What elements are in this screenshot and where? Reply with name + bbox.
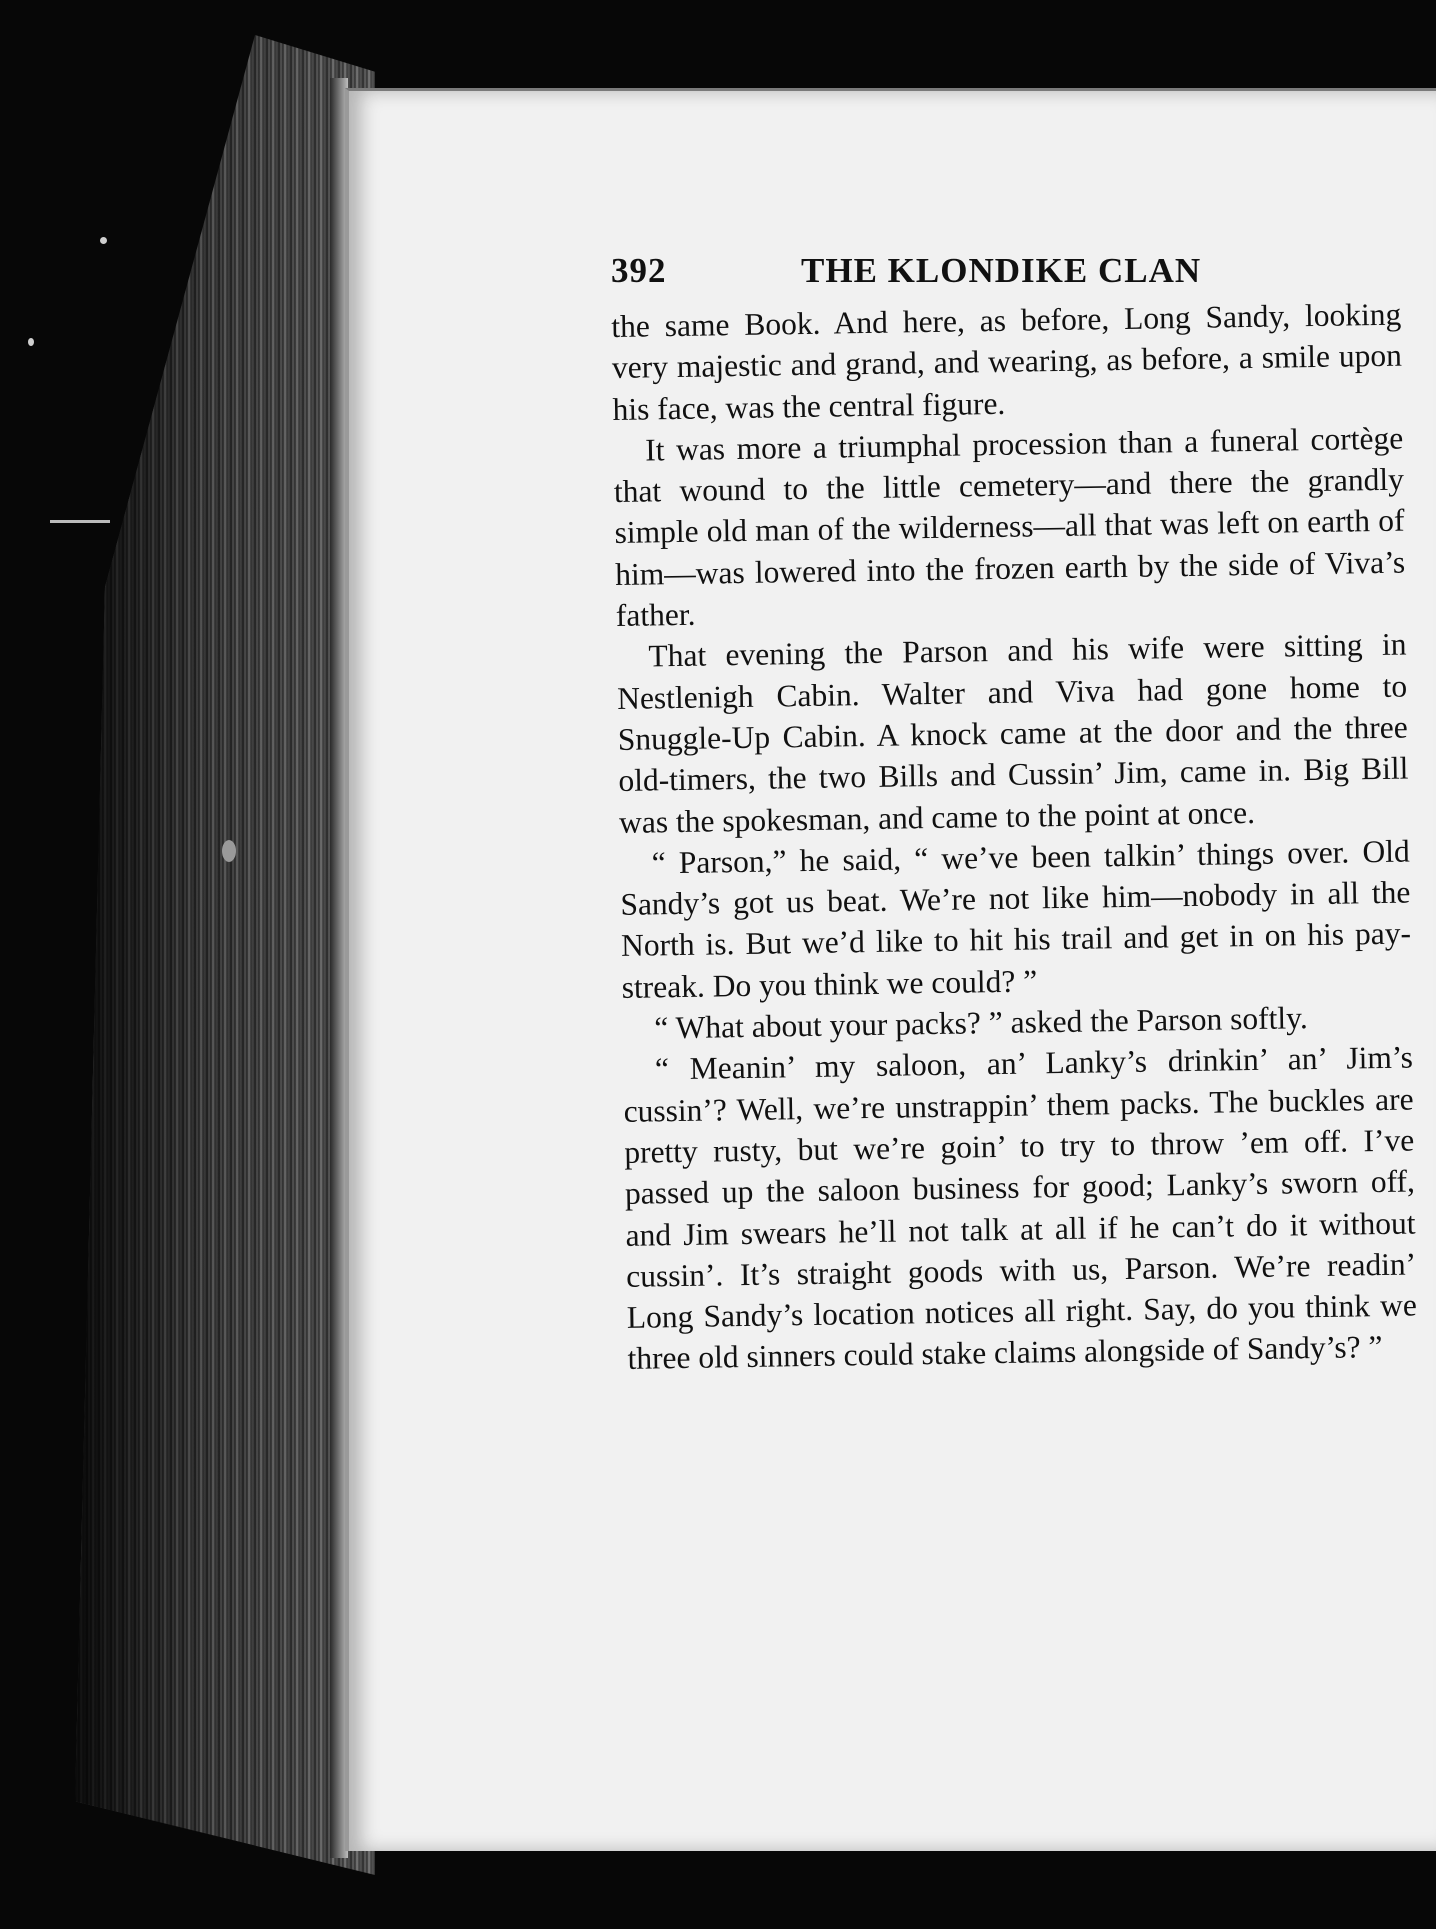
scratch-mark <box>50 520 110 523</box>
running-head: THE KLONDIKE CLAN <box>801 251 1202 290</box>
book-page <box>345 88 1436 1851</box>
dust-speck <box>222 840 236 862</box>
paragraph: “ Meanin’ my saloon, an’ Lanky’s drinkin’ an’ Jim’s cussin’? Well, we’re unstrappin’ them packs. The buckles are pretty rusty, but we’re goin’ to try to throw ’em off. I’ve passed up the saloon business for good; Lanky’s sworn off, and Jim swears he’ll not talk at all if he can’t do it without cussin’. It’s straight goods with us, Parson. We’re readin’ Long Sandy’s location notices all right. Say, do you think we three old sinners could stake claims alongside of Sandy’s? ” <box>623 1039 1418 1377</box>
paragraph: “ Parson,” he said, “ we’ve been talkin’ things over. Old Sandy’s got us beat. We’re not like him—nobody in all the North is. But we’d like to hit his trail and get in on his pay-streak. Do you think we could? ” <box>620 833 1412 1005</box>
paragraph: “ What about your packs? ” asked the Parson softly. <box>654 1000 1308 1046</box>
page-number: 392 <box>611 251 667 290</box>
dust-speck <box>28 338 34 346</box>
body-text <box>611 294 1418 1380</box>
paragraph: It was more a triumphal procession than a funeral cortège that wound to the little cemetery—and there the grandly simple old man of the wilderness—all that was left on earth of him—was lowered into the frozen earth by the side of Viva’s father. <box>613 420 1406 634</box>
page-header <box>611 251 1371 301</box>
dust-speck <box>100 237 107 244</box>
paragraph: the same Book. And here, as before, Long Sandy, looking very majestic and grand, and wearing, as before, a smile upon his face, was the central figure. <box>611 296 1403 427</box>
paragraph: That evening the Parson and his wife were sitting in Nestlenigh Cabin. Walter and Viva had gone home to Snuggle-Up Cabin. A knock came at the door and the three old-timers, the two Bills and Cussin’ Jim, came in. Big Bill was the spokesman, and came to the point at once. <box>616 626 1409 840</box>
